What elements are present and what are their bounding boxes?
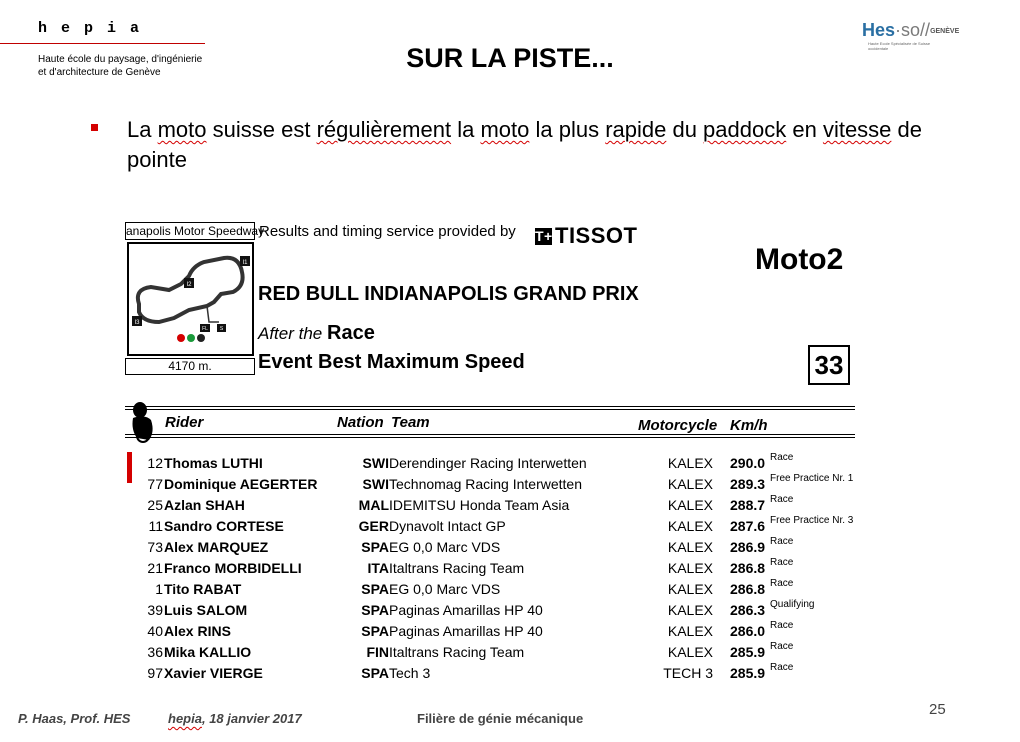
spellcheck-word: paddock <box>703 117 787 142</box>
cell-moto: KALEX <box>667 497 713 513</box>
cell-name: Alex MARQUEZ <box>164 539 269 555</box>
cell-num: 21 <box>147 560 163 576</box>
cell-num: 39 <box>147 602 163 618</box>
slide-page-number: 25 <box>929 701 946 718</box>
tissot-wordmark: TISSOT <box>555 223 638 248</box>
report-title: Event Best Maximum Speed <box>258 351 525 373</box>
spellcheck-word: vitesse <box>822 117 892 142</box>
circuit-name: anapolis Motor Speedway <box>126 224 265 238</box>
table-row <box>125 641 860 665</box>
cell-nat: SWI <box>362 476 389 492</box>
tissot-logo <box>535 223 637 249</box>
cell-speed: 288.7 <box>730 497 766 513</box>
cell-num: 40 <box>147 623 163 639</box>
cell-speed: 285.9 <box>730 665 766 681</box>
cell-speed: 286.9 <box>730 539 766 555</box>
hes-logo-hes: Hes <box>862 20 896 40</box>
cell-nat: SPA <box>361 665 389 681</box>
cell-sess: Race <box>770 452 794 463</box>
text-run: After the <box>258 324 323 343</box>
cell-name: Luis SALOM <box>164 602 248 618</box>
cell-speed: 286.0 <box>730 623 766 639</box>
cell-nat: SPA <box>361 539 389 555</box>
cell-num: 73 <box>147 539 163 555</box>
svg-text:I1: I1 <box>242 260 248 266</box>
cell-nat: MAL <box>358 497 389 513</box>
cell-name: Xavier VIERGE <box>164 665 263 681</box>
cell-speed: 285.9 <box>730 644 766 660</box>
text-run: la plus <box>529 117 606 142</box>
cell-speed: 289.3 <box>730 476 766 492</box>
timing-credit: Results and timing service provided by <box>259 223 516 240</box>
cell-name: Alex RINS <box>164 623 231 639</box>
cell-sess: Free Practice Nr. 3 <box>770 515 854 526</box>
sheet-page-number: 33 <box>808 345 850 385</box>
cell-sess: Race <box>770 557 794 568</box>
cell-team: EG 0,0 Marc VDS <box>389 581 501 597</box>
cell-num: 97 <box>147 665 163 681</box>
cell-team: Tech 3 <box>389 665 431 681</box>
text-run: , 18 janvier 2017 <box>201 711 302 726</box>
cell-moto: KALEX <box>667 560 713 576</box>
cell-speed: 286.8 <box>730 560 766 576</box>
table-row <box>125 452 860 476</box>
cell-sess: Race <box>770 494 794 505</box>
cell-sess: Qualifying <box>770 599 815 610</box>
cell-sess: Race <box>770 620 794 631</box>
table-row <box>125 494 860 518</box>
spellcheck-word: moto <box>480 117 530 142</box>
cell-nat: GER <box>358 518 389 534</box>
cell-sess: Free Practice Nr. 1 <box>770 473 854 484</box>
cell-nat: FIN <box>366 644 389 660</box>
table-rule <box>125 406 855 407</box>
cell-moto: KALEX <box>667 581 713 597</box>
footer-date <box>168 711 302 726</box>
track-map-icon <box>129 244 252 354</box>
cell-name: Azlan SHAH <box>164 497 245 513</box>
cell-moto: KALEX <box>667 539 713 555</box>
race-class: Moto2 <box>755 243 844 276</box>
cell-num: 11 <box>148 518 163 534</box>
cell-team: Dynavolt Intact GP <box>389 518 506 534</box>
event-name: RED BULL INDIANAPOLIS GRAND PRIX <box>258 283 639 305</box>
table-row <box>125 536 860 560</box>
hes-logo-so: so <box>901 20 921 40</box>
svg-text:I3: I3 <box>134 320 140 326</box>
col-header-nation: Nation <box>337 414 384 431</box>
cell-team: EG 0,0 Marc VDS <box>389 539 501 555</box>
table-row <box>125 662 860 686</box>
table-row <box>125 599 860 623</box>
cell-team: Paginas Amarillas HP 40 <box>389 602 543 618</box>
cell-speed: 287.6 <box>730 518 766 534</box>
cell-moto: KALEX <box>667 623 713 639</box>
bullet-square-icon <box>91 124 98 131</box>
cell-nat: SPA <box>361 623 389 639</box>
cell-sess: Race <box>770 536 794 547</box>
session-line <box>258 322 375 345</box>
bullet-text <box>127 115 927 175</box>
cell-name: Dominique AEGERTER <box>164 476 318 492</box>
cell-sess: Race <box>770 662 794 673</box>
svg-text:FL: FL <box>202 326 208 332</box>
cell-speed: 286.8 <box>730 581 766 597</box>
hepia-subtitle-line1: Haute école du paysage, d'ingénierie <box>38 54 203 65</box>
col-header-kmh: Km/h <box>730 417 768 434</box>
cell-speed: 290.0 <box>730 455 766 471</box>
cell-moto: KALEX <box>667 455 713 471</box>
cell-moto: TECH 3 <box>663 665 713 681</box>
cell-num: 36 <box>147 644 163 660</box>
footer-department: Filière de génie mécanique <box>417 711 584 726</box>
text-run: du <box>666 117 704 142</box>
text-run: La <box>127 117 158 142</box>
spellcheck-word: rapide <box>605 117 667 142</box>
cell-moto: KALEX <box>667 518 713 534</box>
cell-nat: ITA <box>367 560 389 576</box>
spellcheck-word: régulièrement <box>316 117 452 142</box>
cell-num: 12 <box>147 455 163 471</box>
slide-title: SUR LA PISTE... <box>406 43 614 73</box>
cell-nat: SPA <box>361 602 389 618</box>
table-row <box>125 515 860 539</box>
cell-speed: 286.3 <box>730 602 766 618</box>
cell-team: Paginas Amarillas HP 40 <box>389 623 543 639</box>
cell-team: Italtrans Racing Team <box>389 560 525 576</box>
cell-num: 77 <box>147 476 163 492</box>
spellcheck-word: hepia <box>168 711 202 726</box>
text-run: la <box>451 117 481 142</box>
cell-num: 25 <box>147 497 163 513</box>
hes-logo-subtitle: Haute Ecole Spécialisée de Suisse occidentale <box>868 41 931 51</box>
cell-name: Tito RABAT <box>164 581 242 597</box>
table-row <box>125 620 860 644</box>
svg-text:S: S <box>219 326 224 332</box>
text-run: en <box>786 117 823 142</box>
tissot-cross-icon: T+ <box>535 228 553 244</box>
cell-sess: Race <box>770 578 794 589</box>
hepia-subtitle-line2: et d'architecture de Genève <box>38 67 161 78</box>
cell-team: Derendinger Racing Interwetten <box>389 455 587 471</box>
table-rule <box>125 409 855 410</box>
hepia-logo-wordmark: hepia <box>38 20 154 37</box>
col-header-motorcycle: Motorcycle <box>638 417 718 434</box>
cell-nat: SPA <box>361 581 389 597</box>
spellcheck-word: moto <box>157 117 207 142</box>
cell-team: Italtrans Racing Team <box>389 644 525 660</box>
table-rule <box>125 434 855 435</box>
col-header-rider: Rider <box>165 414 204 431</box>
cell-moto: KALEX <box>667 644 713 660</box>
text-run: de pointe <box>127 117 923 172</box>
footer-author: P. Haas, Prof. HES <box>18 711 131 726</box>
table-rule <box>125 437 855 438</box>
hes-so-logo: Hes·so//GENÈVE <box>862 20 960 40</box>
table-row <box>125 557 860 581</box>
text-run: suisse est <box>206 117 317 142</box>
circuit-map <box>127 242 254 356</box>
cell-moto: KALEX <box>667 476 713 492</box>
cell-name: Sandro CORTESE <box>164 518 284 534</box>
cell-team: Technomag Racing Interwetten <box>389 476 582 492</box>
cell-name: Mika KALLIO <box>164 644 252 660</box>
cell-sess: Race <box>770 641 794 652</box>
hes-logo-geneve: GENÈVE <box>930 27 960 35</box>
cell-name: Thomas LUTHI <box>164 455 263 471</box>
cell-nat: SWI <box>362 455 389 471</box>
svg-text:I2: I2 <box>186 282 192 288</box>
session-name: Race <box>327 322 375 344</box>
results-sheet <box>125 220 860 681</box>
cell-name: Franco MORBIDELLI <box>164 560 302 576</box>
cell-moto: KALEX <box>667 602 713 618</box>
rider-helmet-icon <box>127 400 157 442</box>
col-header-team: Team <box>391 414 430 431</box>
circuit-length: 4170 m. <box>125 358 255 375</box>
table-row <box>125 473 860 497</box>
cell-num: 1 <box>155 581 163 597</box>
cell-team: IDEMITSU Honda Team Asia <box>389 497 570 513</box>
table-row <box>125 578 860 602</box>
